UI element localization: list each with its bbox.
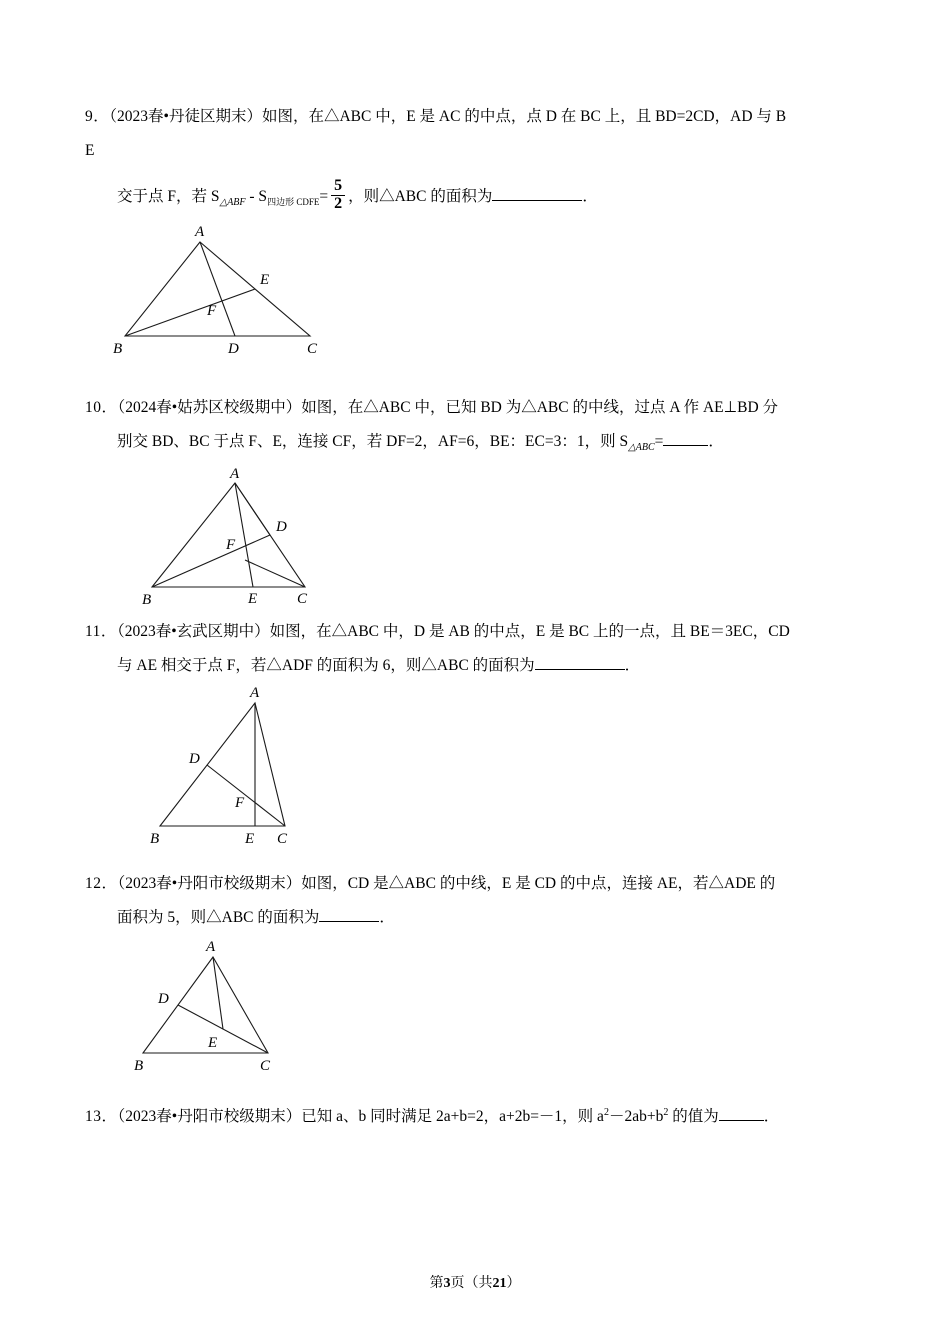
problem-12-text-2a: 面积为 5，则△ABC 的面积为: [117, 909, 320, 927]
problem-11-number: 11．: [85, 623, 117, 641]
label-C: C: [277, 831, 288, 848]
problem-10-text-1: 如图，在△ABC 中，已知 BD 为△ABC 的中线，过点 A 作 AE⊥BD 分: [301, 399, 779, 417]
problem-10-sub: △ABC: [628, 442, 655, 454]
footer-suffix: ）: [506, 1276, 521, 1291]
label-A: A: [230, 466, 240, 483]
page-footer: [0, 1272, 950, 1292]
problem-11-text-1: 如图，在△ABC 中，D 是 AB 的中点，E 是 BC 上的一点，且 BE＝3EC，CD: [269, 623, 790, 641]
label-E: E: [260, 272, 270, 289]
problem-9-sub-1: △ABF: [219, 197, 246, 209]
problem-12-text-1: 如图，CD 是△ABC 的中线，E 是 CD 的中点，连接 AE，若△ADE 的: [301, 875, 776, 893]
label-D: D: [228, 341, 239, 358]
problem-13-sup-1: 2: [603, 1107, 609, 1119]
label-E: E: [245, 831, 255, 848]
problem-9-line-1: [85, 100, 875, 168]
label-C: C: [307, 341, 318, 358]
problem-9-text-2c: ，则△ABC 的面积为: [348, 188, 493, 205]
problem-11: [85, 615, 875, 861]
answer-blank-10[interactable]: [663, 431, 708, 446]
footer-page-number: 3: [443, 1276, 451, 1291]
problem-9-text-1: 如图，在△ABC 中，E 是 AC 的中点，点 D 在 BC 上，且 BD=2CD，AD 与 B: [261, 108, 787, 125]
fraction-numerator: 5: [331, 178, 345, 196]
label-E: E: [248, 591, 258, 608]
problem-11-line-2: [85, 649, 875, 683]
label-A: A: [195, 224, 205, 241]
problem-9-figure: [85, 220, 875, 373]
problem-12-text-2b: ．: [379, 909, 395, 927]
problem-13-text-1a: 已知 a、b 同时满足 2a+b=2，a+2b=－1，则 a: [301, 1108, 604, 1126]
problem-13-line-1: [85, 1096, 875, 1134]
problem-12-line-1: [85, 867, 875, 901]
label-A: A: [250, 685, 260, 702]
answer-blank-13[interactable]: [719, 1106, 764, 1121]
problem-9-source: （2023春•丹徒区期末）: [109, 108, 262, 125]
problem-11-figure: [125, 683, 875, 861]
label-B: B: [134, 1058, 144, 1075]
problem-11-text-2a: 与 AE 相交于点 F，若△ADF 的面积为 6，则△ABC 的面积为: [117, 657, 535, 675]
answer-blank-11[interactable]: [535, 655, 625, 670]
footer-total-pages: 21: [492, 1276, 507, 1291]
problem-9-text-2d: ．: [582, 188, 598, 205]
problem-10-line-2: [85, 425, 875, 465]
problem-9-text-1-tail: E: [85, 142, 95, 159]
triangle-figure-12: [110, 935, 340, 1075]
problem-10-source: （2024春•姑苏区校级期中）: [117, 399, 302, 417]
label-C: C: [297, 591, 308, 608]
footer-middle: 页（共: [450, 1276, 493, 1291]
label-C: C: [260, 1058, 271, 1075]
problem-9: [85, 100, 875, 373]
answer-blank-12[interactable]: [319, 907, 379, 922]
triangle-figure-11: [125, 683, 355, 848]
problem-13: [85, 1096, 875, 1134]
problem-13-number: 13．: [85, 1108, 118, 1126]
problem-12-figure: [110, 935, 875, 1088]
problem-9-line-2: [85, 177, 875, 220]
label-F: F: [207, 303, 217, 320]
answer-blank-9[interactable]: [492, 186, 582, 201]
problem-11-source: （2023春•玄武区期中）: [116, 623, 270, 641]
triangle-figure-9: [85, 220, 345, 360]
problem-12-source: （2023春•丹阳市校级期末）: [117, 875, 302, 893]
problem-12-number: 12．: [85, 875, 118, 893]
problem-9-sub-2: 四边形 CDFE: [267, 197, 320, 208]
label-B: B: [113, 341, 123, 358]
problem-11-text-2b: ．: [624, 657, 641, 675]
problem-13-sup-2: 2: [663, 1107, 669, 1119]
label-B: B: [142, 592, 152, 609]
problem-10-text-2a: 别交 BD、BC 于点 F、E，连接 CF，若 DF=2，AF=6，BE：EC=3：1，则 S: [117, 433, 629, 451]
label-B: B: [150, 831, 160, 848]
problem-13-text-1c: 的值为: [668, 1108, 719, 1126]
fraction-five-halves: [331, 178, 345, 213]
label-D: D: [276, 519, 287, 536]
problem-12-line-2: [85, 901, 875, 935]
footer-prefix: 第: [429, 1276, 444, 1291]
problem-10-figure: [130, 465, 875, 623]
label-E: E: [208, 1035, 218, 1052]
problem-10-number: 10．: [85, 399, 118, 417]
label-F: F: [235, 795, 245, 812]
label-D: D: [158, 991, 169, 1008]
problem-10-text-2c: ．: [708, 433, 724, 451]
problem-10-text-2b: =: [654, 433, 664, 451]
problem-13-text-1b: －2ab+b: [608, 1108, 664, 1126]
problem-9-text-2a: 交于点 F，若 S: [117, 188, 220, 205]
problem-10: [85, 391, 875, 623]
problem-10-line-1: [85, 391, 875, 425]
problem-9-eq: =: [319, 188, 329, 205]
page-content: [85, 100, 875, 1134]
label-D: D: [189, 751, 200, 768]
fraction-denominator: 2: [334, 194, 343, 212]
problem-12: [85, 867, 875, 1088]
problem-13-source: （2023春•丹阳市校级期末）: [117, 1108, 302, 1126]
label-F: F: [226, 537, 236, 554]
problem-9-text-2b: - S: [245, 188, 268, 205]
problem-13-text-1d: ．: [763, 1108, 780, 1126]
triangle-figure-10: [130, 465, 390, 610]
label-A: A: [206, 939, 216, 956]
problem-9-number: 9．: [85, 108, 110, 125]
